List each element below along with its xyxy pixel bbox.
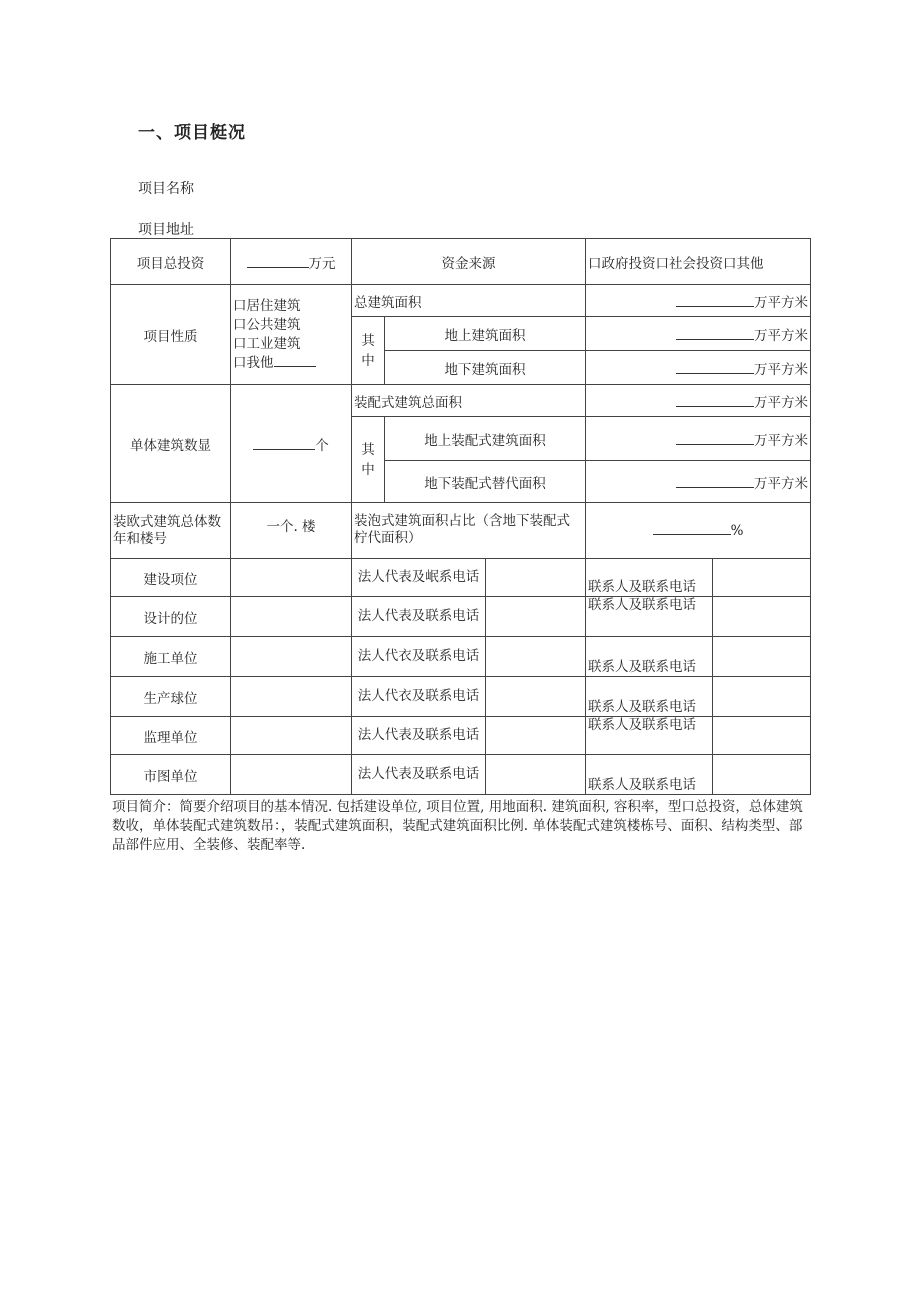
below-ground-area-field[interactable] — [586, 351, 811, 385]
table-row — [111, 755, 811, 795]
building-count-label: 单体建筑数显 — [111, 385, 231, 503]
below-ground-area-label: 地下建筑面积 — [385, 351, 586, 385]
legal-rep-field[interactable] — [486, 597, 586, 637]
nature-option-public[interactable]: 口公共建筑 — [233, 316, 301, 333]
project-summary: 项目简介：简要介绍项目的基本情况. 包括建设单位, 项目位置, 用地面积. 建筑面积, 容积率，型口总投资，总体建筑数收，单体装配式建筑数吊：，装配式建筑面积，装配式建筑面积比例. 单体装配式建筑楼栋号、面积、结构类型、部品部件应用、全装修、装配率等. — [112, 799, 803, 853]
table-row — [111, 503, 811, 559]
fund-source-label: 资金来源 — [352, 239, 586, 285]
area-blank[interactable] — [676, 361, 754, 374]
prefab-building-field[interactable]: 一个. 楼 — [231, 503, 352, 559]
area-unit: 万平方米 — [754, 432, 809, 449]
contact-field[interactable] — [713, 559, 811, 597]
unit-name: 设计的位 — [111, 597, 231, 637]
investment-blank[interactable] — [247, 255, 309, 268]
area-blank[interactable] — [676, 432, 754, 445]
area-unit: 万平方米 — [754, 394, 809, 411]
table-row — [111, 717, 811, 755]
unit-name: 市图单位 — [111, 755, 231, 795]
project-nature-label: 项目性质 — [111, 285, 231, 385]
investment-unit: 万元 — [308, 255, 336, 272]
legal-rep-field[interactable] — [486, 637, 586, 677]
contact-label: 联系人及联系电话 — [586, 597, 713, 637]
project-overview-table — [110, 238, 811, 795]
contact-label: 联系人及联系电话 — [586, 637, 713, 677]
count-blank[interactable] — [253, 437, 315, 450]
prefab-above-label: 地上装配式建筑面积 — [385, 417, 586, 461]
legal-rep-label: 法人代衣及联系电话 — [352, 677, 486, 717]
contact-label: 联系人及联系电话 — [586, 755, 713, 795]
nature-option-other[interactable]: 口我他 — [233, 354, 349, 373]
prefab-ratio-label: 装泡式建筑面积占比（含地下装配式柠代面积） — [352, 503, 586, 559]
fund-source-options[interactable]: 口政府投资口社会投资口其他 — [586, 239, 811, 285]
other-blank[interactable] — [274, 354, 316, 367]
area-unit: 万平方米 — [754, 361, 809, 378]
count-unit: 个 — [315, 437, 329, 454]
prefab-above-field[interactable] — [586, 417, 811, 461]
legal-rep-label: 法人代表及联系电话 — [352, 755, 486, 795]
above-ground-area-field[interactable] — [586, 317, 811, 351]
unit-value-field[interactable] — [231, 717, 352, 755]
unit-value-field[interactable] — [231, 597, 352, 637]
legal-rep-field[interactable] — [486, 755, 586, 795]
table-row — [111, 559, 811, 597]
unit-name: 监理单位 — [111, 717, 231, 755]
table-row — [111, 637, 811, 677]
total-floor-area-field[interactable] — [586, 285, 811, 317]
contact-field[interactable] — [713, 677, 811, 717]
contact-label: 联系人及联系电话 — [586, 559, 713, 597]
percent-blank[interactable] — [653, 522, 731, 535]
area-blank[interactable] — [676, 394, 754, 407]
unit-value-field[interactable] — [231, 559, 352, 597]
unit-value-field[interactable] — [231, 637, 352, 677]
area-unit: 万平方米 — [754, 475, 809, 492]
contact-label: 联系人及联系电话 — [586, 717, 713, 755]
area-unit: 万平方米 — [754, 294, 809, 311]
qizhong-label: 其 中 — [352, 417, 385, 503]
project-name-label: 项目名称 — [138, 181, 194, 197]
area-blank[interactable] — [676, 327, 754, 340]
prefab-ratio-field[interactable] — [586, 503, 811, 559]
legal-rep-label: 法人代衣及联系电话 — [352, 637, 486, 677]
area-unit: 万平方米 — [754, 327, 809, 344]
table-row — [111, 597, 811, 637]
unit-name: 施工单位 — [111, 637, 231, 677]
contact-label: 联系人及联系电话 — [586, 677, 713, 717]
prefab-below-field[interactable] — [586, 461, 811, 503]
contact-field[interactable] — [713, 637, 811, 677]
table-row — [111, 239, 811, 285]
legal-rep-field[interactable] — [486, 559, 586, 597]
area-blank[interactable] — [676, 475, 754, 488]
prefab-building-label: 装欧式建筑总体数年和楼号 — [111, 503, 231, 559]
prefab-below-label: 地下装配式替代面积 — [385, 461, 586, 503]
section-heading: 一、项目梃况 — [138, 123, 246, 143]
contact-field[interactable] — [713, 755, 811, 795]
unit-value-field[interactable] — [231, 677, 352, 717]
table-row — [111, 677, 811, 717]
unit-name: 建设项位 — [111, 559, 231, 597]
total-floor-area-label: 总建筑面积 — [352, 285, 586, 317]
area-blank[interactable] — [676, 294, 754, 307]
percent-unit: % — [730, 523, 744, 539]
legal-rep-field[interactable] — [486, 717, 586, 755]
project-address-label: 项目地址 — [138, 222, 194, 238]
contact-field[interactable] — [713, 717, 811, 755]
qizhong-label: 其 中 — [352, 317, 385, 385]
project-nature-options[interactable] — [231, 285, 352, 385]
legal-rep-label: 法人代表及岷系电话 — [352, 559, 486, 597]
building-count-field[interactable] — [231, 385, 352, 503]
total-investment-label: 项目总投资 — [111, 239, 231, 285]
legal-rep-label: 法人代表及联系电话 — [352, 717, 486, 755]
nature-option-residential[interactable]: 口居住建筑 — [233, 297, 301, 314]
prefab-total-area-label: 装配式建筑总面积 — [352, 385, 586, 417]
legal-rep-label: 法人代表及联系电话 — [352, 597, 486, 637]
unit-value-field[interactable] — [231, 755, 352, 795]
unit-name: 生产球位 — [111, 677, 231, 717]
contact-field[interactable] — [713, 597, 811, 637]
nature-option-industrial[interactable]: 口工业建筑 — [233, 335, 301, 352]
table-row — [111, 285, 811, 317]
table-row — [111, 385, 811, 417]
above-ground-area-label: 地上建筑面积 — [385, 317, 586, 351]
legal-rep-field[interactable] — [486, 677, 586, 717]
total-investment-field[interactable] — [231, 239, 352, 285]
prefab-total-area-field[interactable] — [586, 385, 811, 417]
